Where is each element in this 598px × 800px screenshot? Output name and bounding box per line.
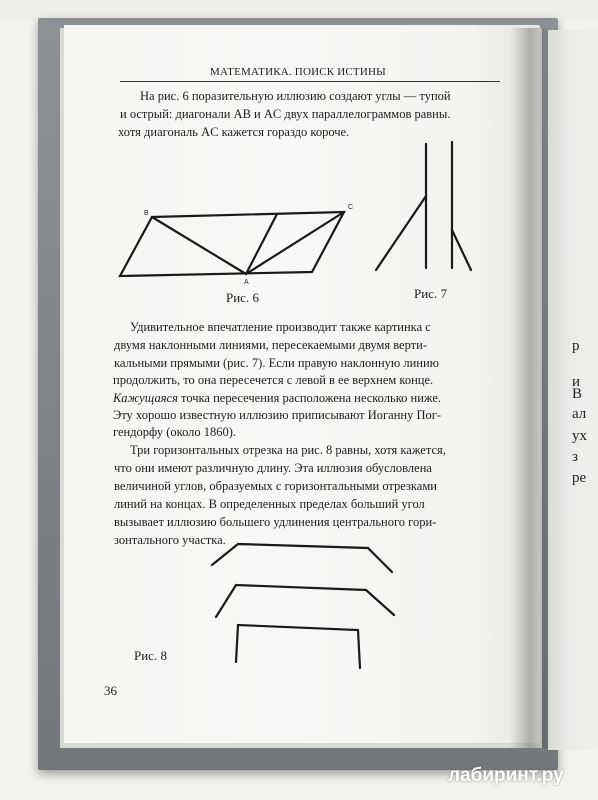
fig6-label-c: C [348,204,354,211]
paragraph-line: кальными прямыми (рис. 7). Если правую наклонную линию [114,356,440,370]
fig7-slant-left [376,196,426,270]
paragraph-line: Три горизонтальных отрезка на рис. 8 равны, хотя кажется, [130,443,446,457]
page-number: 36 [104,683,117,698]
facing-page-fragment: ух [572,428,587,444]
fig6-diagonal-ab [152,217,246,274]
paragraph-line: что они имеют различную длину. Эта иллюзия обусловлена [114,461,432,475]
fig6-label-a: A [244,279,249,286]
watermark-logo: лабиринт.ру [448,765,564,786]
facing-page-fragment: ре [572,470,587,486]
paragraph-line: Эту хорошо известную иллюзию приписывают Иоганну Пог- [113,408,442,422]
fig8-segment-middle [216,585,394,617]
paragraph-line: гендорфу (около 1860). [113,425,237,439]
facing-page-fragment: р [572,338,580,354]
paragraph-line-rest: точка пересечения расположена несколько ниже. [177,391,442,405]
fig8-segment-top [212,544,392,572]
intro-line: хотя диагональ AC кажется гораздо короче. [118,125,350,139]
figure-8 [212,544,394,668]
fig6-label-b: B [144,210,149,217]
paragraph-line: величиной углов, образуемых с горизонтальными отрезками [114,479,437,493]
figure-6-caption: Рис. 6 [226,290,259,305]
running-header: МАТЕМАТИКА. ПОИСК ИСТИНЫ [210,66,386,78]
facing-page-fragment: ал [572,406,587,422]
paragraph-line: зонтального участка. [114,533,226,547]
paragraph-line: продолжить, то она пересечется с левой в ее верхнем конце. [113,373,434,387]
facing-page-fragment: и [572,374,581,390]
italic-emphasis: Кажущаяся [113,391,178,405]
paragraph-line: вызывает иллюзию большего удлинения центрального гори- [114,515,437,529]
figure-7-caption: Рис. 7 [414,286,447,301]
paragraph-line [113,390,441,406]
fig7-slant-right [452,230,471,270]
figure-8-caption: Рис. 8 [134,648,167,663]
intro-line: На рис. 6 поразительную иллюзию создают углы — тупой [140,89,451,103]
figure-6 [120,204,353,286]
figure-7 [376,142,471,270]
intro-line: и острый: диагонали AB и AC двух параллелограммов равны. [120,107,451,121]
fig8-segment-bottom [236,625,360,668]
paragraph-line: двумя наклонными линиями, пересекаемыми двумя верти- [114,338,428,352]
paragraph-line: Удивительное впечатление производит также картинка с [130,320,431,334]
fig6-diagonal-ac [246,212,344,274]
facing-page-fragment: з [572,449,578,465]
facing-page-fragment: В [572,386,583,402]
paragraph-line: линий на концах. В определенных пределах больший угол [114,497,425,511]
